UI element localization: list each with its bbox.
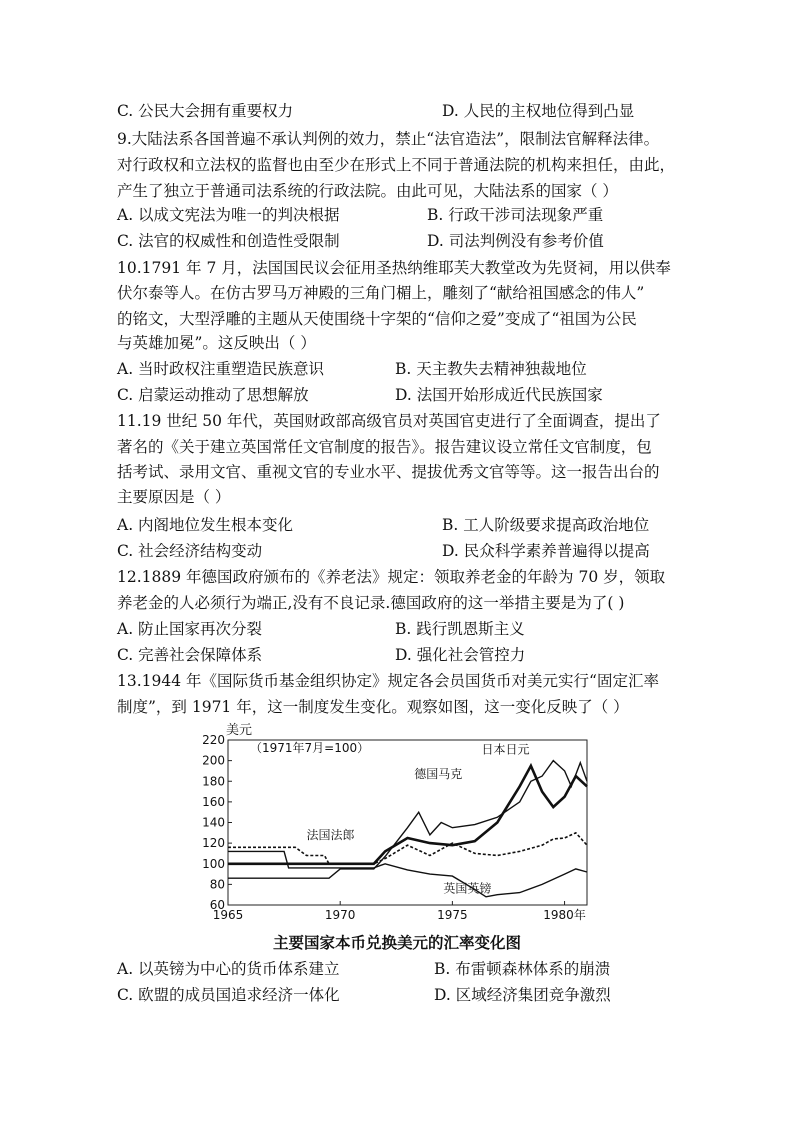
y-tick-label: 200	[202, 753, 225, 768]
q10-option-b[interactable]: B. 天主教失去精神独裁地位	[395, 360, 587, 378]
q9-text-line-3: 产生了独立于普通司法系统的行政法院。由此可见，大陆法系的国家（ ）	[117, 182, 618, 200]
series-label-0: 日本日元	[481, 742, 530, 757]
q8-option-d[interactable]: D. 人民的主权地位得到凸显	[442, 102, 635, 120]
q13-text-line-1: 13.1944 年《国际货币基金组织协定》规定各会员国货币对美元实行“固定汇率	[117, 672, 659, 690]
q10-text-line-4: 与英雄加冕”。这反映出（ ）	[117, 334, 316, 352]
q11-text-line-4: 主要原因是（ ）	[117, 488, 231, 506]
q13-option-c[interactable]: C. 欧盟的成员国追求经济一体化	[117, 986, 340, 1004]
q9-text-line-1: 9.大陆法系各国普遍不承认判例的效力，禁止“法官造法”，限制法官解释法律。	[117, 130, 660, 148]
y-tick-label: 160	[202, 794, 225, 809]
y-tick-label: 120	[202, 836, 225, 851]
q11-option-d[interactable]: D. 民众科学素养普遍得以提高	[442, 542, 650, 560]
q11-text-line-3: 括考试、录用文官、重视文官的专业水平、提拔优秀文官等等。这一报告出台的	[117, 463, 660, 481]
q11-option-b[interactable]: B. 工人阶级要求提高政治地位	[442, 516, 650, 534]
q13-text-line-2: 制度”，到 1971 年，这一制度发生变化。观察如图，这一变化反映了（ ）	[117, 698, 629, 716]
q10-text-line-2: 伏尔泰等人。在仿古罗马万神殿的三角门楣上，雕刻了“献给祖国感念的伟人”	[117, 284, 645, 302]
x-tick-label: 1975	[437, 908, 468, 922]
series-label-3: 英国英镑	[443, 881, 492, 896]
q10-text-line-3: 的铭文，大型浮雕的主题从天使围绕十字架的“信仰之爱”变成了“祖国为公民	[117, 310, 637, 328]
y-tick-label: 220	[202, 733, 225, 747]
q12-option-a[interactable]: A. 防止国家再次分裂	[117, 620, 263, 638]
series-line-1	[228, 761, 587, 879]
x-tick-label: 1965	[212, 908, 244, 922]
exchange-rate-chart	[190, 718, 610, 928]
q10-option-d[interactable]: D. 法国开始形成近代民族国家	[395, 386, 603, 404]
chart-axes	[202, 733, 587, 922]
chart-ylabel: 美元	[226, 723, 253, 738]
y-tick-label: 60	[209, 898, 225, 912]
q12-option-d[interactable]: D. 强化社会管控力	[395, 646, 526, 664]
series-label-2: 法国法郎	[306, 828, 355, 842]
q11-option-c[interactable]: C. 社会经济结构变动	[117, 542, 263, 560]
q11-text-line-1: 11.19 世纪 50 年代，英国财政部高级官员对英国官吏进行了全面调查，提出了	[117, 412, 661, 430]
y-tick-label: 80	[209, 877, 225, 892]
q12-option-b[interactable]: B. 践行凯恩斯主义	[395, 620, 525, 638]
q13-option-d[interactable]: D. 区域经济集团竞争激烈	[434, 986, 611, 1004]
q8-option-c[interactable]: C. 公民大会拥有重要权力	[117, 102, 294, 120]
q12-text-line-1: 12.1889 年德国政府颁布的《养老法》规定：领取养老金的年龄为 70 岁，领取	[117, 568, 666, 586]
x-tick-label: 1980年	[543, 908, 586, 922]
q10-option-c[interactable]: C. 启蒙运动推动了思想解放	[117, 386, 309, 404]
chart-series-group	[228, 761, 587, 897]
q12-option-c[interactable]: C. 完善社会保障体系	[117, 646, 263, 664]
y-tick-label: 140	[202, 815, 225, 830]
q9-option-b[interactable]: B. 行政干涉司法现象严重	[427, 206, 604, 224]
q13-option-b[interactable]: B. 布雷顿森林体系的崩溃	[434, 960, 611, 978]
q9-text-line-2: 对行政权和立法权的监督也由至少在形式上不同于普通法院的机构来担任，由此，	[117, 156, 676, 174]
q11-option-a[interactable]: A. 内阁地位发生根本变化	[117, 516, 294, 534]
chart-caption: 主要国家本币兑换美元的汇率变化图	[272, 934, 521, 952]
q12-text-line-2: 养老金的人必须行为端正,没有不良记录.德国政府的这一举措主要是为了( )	[117, 594, 625, 612]
q9-option-d[interactable]: D. 司法判例没有参考价值	[427, 232, 604, 250]
series-label-1: 德国马克	[414, 767, 463, 782]
series-line-3	[228, 851, 587, 896]
q9-option-a[interactable]: A. 以成文宪法为唯一的判决根据	[117, 206, 340, 224]
q9-option-c[interactable]: C. 法官的权威性和创造性受限制	[117, 232, 340, 250]
q13-option-a[interactable]: A. 以英镑为中心的货币体系建立	[117, 960, 340, 978]
y-tick-label: 180	[202, 774, 225, 789]
y-tick-label: 100	[202, 856, 225, 871]
x-tick-label: 1970	[324, 908, 356, 922]
chart-note: （1971年7月=100）	[250, 741, 370, 755]
chart-frame	[228, 740, 587, 905]
q10-text-line-1: 10.1791 年 7 月，法国国民议会征用圣热纳维耶芙大教堂改为先贤祠，用以供奉	[117, 259, 671, 277]
q11-text-line-2: 著名的《关于建立英国常任文官制度的报告》。报告建议设立常任文官制度，包	[117, 438, 652, 456]
q10-option-a[interactable]: A. 当时政权注重塑造民族意识	[117, 360, 325, 378]
